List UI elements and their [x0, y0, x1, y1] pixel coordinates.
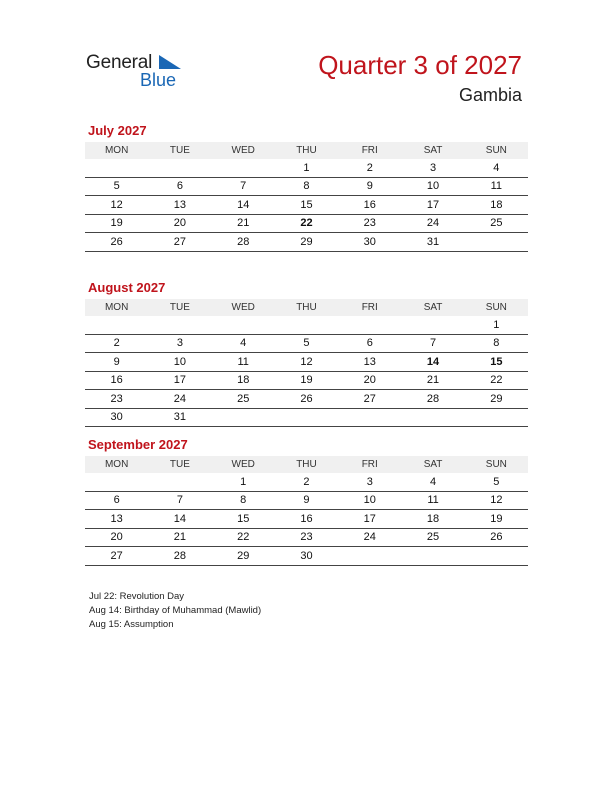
day-cell: 24	[401, 214, 464, 233]
logo-word-general: General	[86, 52, 153, 73]
day-cell: 11	[401, 491, 464, 510]
weekday-header: FRI	[338, 299, 401, 316]
day-cell: 31	[148, 408, 211, 427]
day-cell: 27	[338, 390, 401, 409]
day-cell: 6	[338, 334, 401, 353]
weekday-header: THU	[275, 299, 338, 316]
calendar-grid	[85, 142, 528, 252]
day-cell: 1	[212, 473, 275, 491]
day-cell: 15	[275, 196, 338, 215]
day-cell: 16	[275, 510, 338, 529]
day-cell: 27	[148, 233, 211, 252]
holiday-note: Aug 15: Assumption	[89, 619, 174, 630]
day-cell: 9	[85, 353, 148, 372]
logo-flag-icon	[159, 55, 181, 69]
weekday-header: SAT	[401, 299, 464, 316]
day-cell: 18	[465, 196, 528, 215]
day-cell: 20	[85, 528, 148, 547]
day-cell: 4	[212, 334, 275, 353]
day-cell: 28	[212, 233, 275, 252]
day-cell: 2	[85, 334, 148, 353]
day-cell	[148, 473, 211, 491]
day-cell	[401, 316, 464, 334]
weekday-header: SAT	[401, 456, 464, 473]
day-cell	[85, 316, 148, 334]
day-cell: 8	[275, 177, 338, 196]
day-cell: 29	[465, 390, 528, 409]
holiday-notes	[89, 590, 261, 632]
week-row	[85, 510, 528, 529]
day-cell: 13	[338, 353, 401, 372]
day-cell: 10	[338, 491, 401, 510]
week-row	[85, 390, 528, 409]
day-cell	[148, 159, 211, 177]
day-cell: 21	[401, 371, 464, 390]
day-cell: 13	[85, 510, 148, 529]
day-cell: 9	[275, 491, 338, 510]
day-cell: 5	[85, 177, 148, 196]
day-cell	[465, 233, 528, 252]
day-cell	[401, 547, 464, 566]
day-cell	[212, 408, 275, 427]
day-cell: 25	[465, 214, 528, 233]
day-cell: 7	[401, 334, 464, 353]
month-august	[85, 279, 528, 427]
holiday-note: Jul 22: Revolution Day	[89, 591, 185, 602]
day-cell	[85, 159, 148, 177]
day-cell: 6	[85, 491, 148, 510]
day-cell: 4	[401, 473, 464, 491]
week-row	[85, 159, 528, 177]
day-cell: 9	[338, 177, 401, 196]
week-row	[85, 408, 528, 427]
weekday-header: THU	[275, 142, 338, 159]
day-cell: 30	[338, 233, 401, 252]
day-cell: 23	[275, 528, 338, 547]
day-cell: 30	[275, 547, 338, 566]
day-cell: 12	[85, 196, 148, 215]
day-cell: 8	[212, 491, 275, 510]
day-cell: 13	[148, 196, 211, 215]
week-row	[85, 473, 528, 491]
day-cell: 19	[85, 214, 148, 233]
day-cell: 25	[212, 390, 275, 409]
day-cell: 25	[401, 528, 464, 547]
week-row	[85, 528, 528, 547]
weekday-header: FRI	[338, 142, 401, 159]
day-cell: 4	[465, 159, 528, 177]
day-cell: 3	[338, 473, 401, 491]
page-title: Quarter 3 of 2027	[318, 50, 522, 80]
day-cell: 15	[212, 510, 275, 529]
day-cell: 14	[212, 196, 275, 215]
day-cell	[465, 408, 528, 427]
logo-word-blue: Blue	[140, 70, 177, 90]
day-cell: 11	[212, 353, 275, 372]
day-cell: 12	[465, 491, 528, 510]
weekday-header: MON	[85, 142, 148, 159]
day-cell	[465, 547, 528, 566]
day-cell: 3	[401, 159, 464, 177]
day-cell: 22	[212, 528, 275, 547]
day-cell	[275, 408, 338, 427]
month-july	[85, 122, 528, 252]
day-cell: 17	[401, 196, 464, 215]
day-cell: 1	[275, 159, 338, 177]
day-cell: 7	[212, 177, 275, 196]
day-cell: 28	[148, 547, 211, 566]
weekday-header: SUN	[465, 299, 528, 316]
day-cell: 29	[275, 233, 338, 252]
month-september	[85, 436, 528, 566]
day-cell: 24	[148, 390, 211, 409]
day-cell	[338, 547, 401, 566]
day-cell: 15	[465, 353, 528, 372]
day-cell: 7	[148, 491, 211, 510]
month-title: August 2027	[88, 280, 166, 295]
day-cell: 26	[465, 528, 528, 547]
week-row	[85, 371, 528, 390]
day-cell	[338, 408, 401, 427]
calendar-grid	[85, 456, 528, 566]
week-row	[85, 233, 528, 252]
week-row	[85, 334, 528, 353]
country-name: Gambia	[458, 85, 522, 105]
day-cell: 30	[85, 408, 148, 427]
day-cell: 20	[148, 214, 211, 233]
day-cell: 5	[275, 334, 338, 353]
day-cell: 26	[275, 390, 338, 409]
weekday-header: FRI	[338, 456, 401, 473]
day-cell: 22	[465, 371, 528, 390]
week-row	[85, 214, 528, 233]
day-cell: 16	[338, 196, 401, 215]
day-cell: 23	[338, 214, 401, 233]
day-cell: 26	[85, 233, 148, 252]
week-row	[85, 353, 528, 372]
month-title: September 2027	[88, 437, 188, 452]
week-row	[85, 491, 528, 510]
day-cell: 31	[401, 233, 464, 252]
day-cell: 19	[275, 371, 338, 390]
holiday-note: Aug 14: Birthday of Muhammad (Mawlid)	[89, 605, 262, 616]
day-cell: 5	[465, 473, 528, 491]
weekday-header: MON	[85, 456, 148, 473]
day-cell: 24	[338, 528, 401, 547]
day-cell: 18	[212, 371, 275, 390]
logo	[86, 52, 196, 92]
day-cell: 11	[465, 177, 528, 196]
day-cell	[85, 473, 148, 491]
day-cell: 14	[401, 353, 464, 372]
day-cell: 20	[338, 371, 401, 390]
day-cell: 18	[401, 510, 464, 529]
weekday-header: TUE	[148, 142, 211, 159]
day-cell	[338, 316, 401, 334]
day-cell: 17	[338, 510, 401, 529]
day-cell	[212, 159, 275, 177]
day-cell: 10	[401, 177, 464, 196]
day-cell: 16	[85, 371, 148, 390]
weekday-header: THU	[275, 456, 338, 473]
day-cell: 2	[275, 473, 338, 491]
day-cell: 29	[212, 547, 275, 566]
day-cell: 10	[148, 353, 211, 372]
calendar-grid	[85, 299, 528, 427]
day-cell: 21	[212, 214, 275, 233]
day-cell: 2	[338, 159, 401, 177]
weekday-header: SUN	[465, 456, 528, 473]
week-row	[85, 547, 528, 566]
day-cell	[212, 316, 275, 334]
day-cell: 12	[275, 353, 338, 372]
weekday-header: TUE	[148, 456, 211, 473]
day-cell: 22	[275, 214, 338, 233]
day-cell: 19	[465, 510, 528, 529]
day-cell: 6	[148, 177, 211, 196]
day-cell: 14	[148, 510, 211, 529]
weekday-header: WED	[212, 456, 275, 473]
day-cell	[275, 316, 338, 334]
day-cell: 17	[148, 371, 211, 390]
weekday-header: SUN	[465, 142, 528, 159]
day-cell	[401, 408, 464, 427]
weekday-header: WED	[212, 142, 275, 159]
weekday-header: WED	[212, 299, 275, 316]
week-row	[85, 196, 528, 215]
day-cell: 8	[465, 334, 528, 353]
weekday-header: SAT	[401, 142, 464, 159]
day-cell: 27	[85, 547, 148, 566]
day-cell: 3	[148, 334, 211, 353]
weekday-header: MON	[85, 299, 148, 316]
month-title: July 2027	[88, 123, 147, 138]
day-cell: 23	[85, 390, 148, 409]
day-cell: 21	[148, 528, 211, 547]
day-cell: 28	[401, 390, 464, 409]
weekday-header: TUE	[148, 299, 211, 316]
day-cell	[148, 316, 211, 334]
week-row	[85, 316, 528, 334]
week-row	[85, 177, 528, 196]
day-cell: 1	[465, 316, 528, 334]
